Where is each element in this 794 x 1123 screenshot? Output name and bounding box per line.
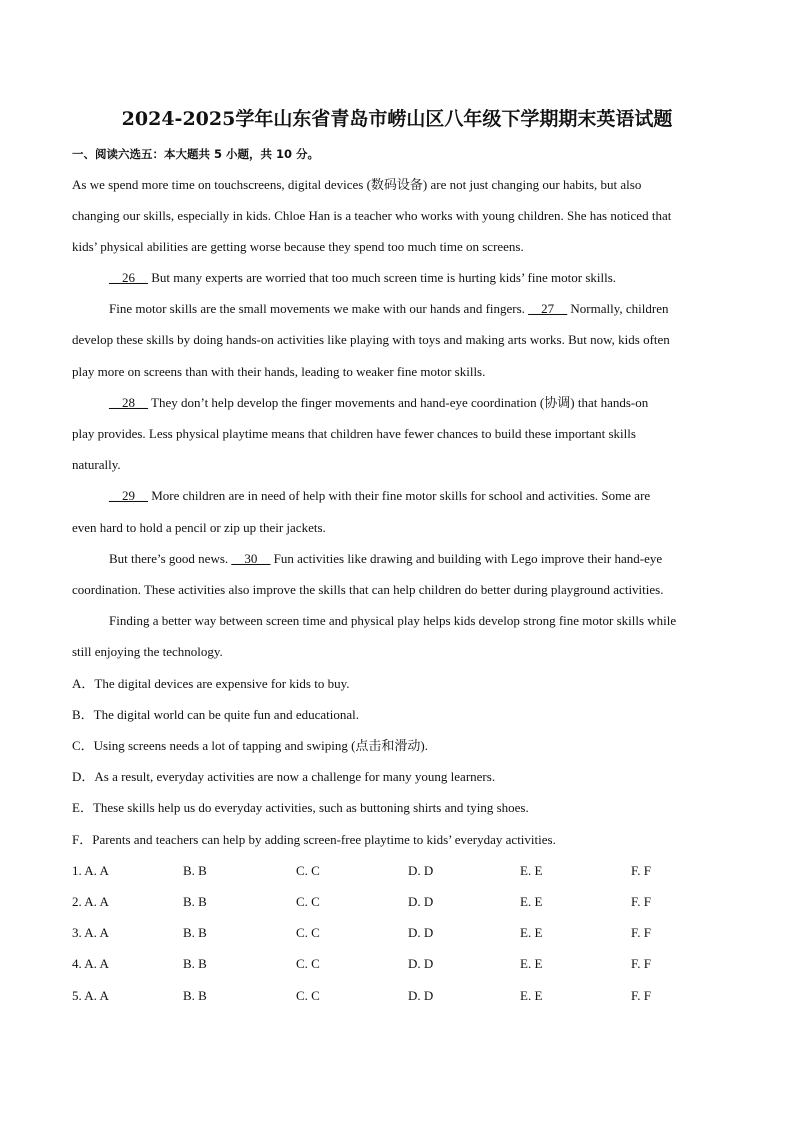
answer-row-5 [72, 988, 722, 1004]
passage-line [109, 395, 759, 411]
answer-row-1 [72, 863, 722, 879]
choice[interactable]: D. D [408, 956, 434, 971]
answer-row-2 [72, 894, 722, 910]
passage-line: kids’ physical abilities are getting worse because they spend too much time on screens. [72, 239, 524, 254]
answer-row-3 [72, 925, 722, 941]
passage-line: play provides. Less physical playtime means that children have fewer chances to build these important skills [72, 426, 636, 441]
passage-line: coordination. These activities also improve the skills that can help children do better during playground activities. [72, 582, 664, 597]
choice[interactable]: D. D [408, 925, 434, 940]
choice[interactable]: E. E [520, 894, 543, 909]
choice[interactable]: 4. A. A [72, 956, 109, 971]
section-heading: 一、阅读六选五：本大题共 5 小题，共 10 分。 [72, 147, 320, 161]
passage-text: More children are in need of help with their fine motor skills for school and activities. Some are [148, 488, 651, 503]
blank-26[interactable]: __26__ [109, 270, 148, 285]
passage-line: changing our skills, especially in kids. Chloe Han is a teacher who works with young children. She has noticed that [72, 208, 672, 223]
blank-30[interactable]: __30__ [231, 551, 271, 566]
choice[interactable]: B. B [183, 863, 207, 878]
option-e: E．These skills help us do everyday activities, such as buttoning shirts and tying shoes. [72, 800, 529, 815]
choice[interactable]: C. C [296, 894, 320, 909]
choice[interactable]: B. B [183, 988, 207, 1003]
choice[interactable]: B. B [183, 925, 207, 940]
passage-line [109, 301, 759, 317]
passage-line: play more on screens than with their hands, leading to weaker fine motor skills. [72, 364, 486, 379]
choice[interactable]: B. B [183, 956, 207, 971]
choice[interactable]: 1. A. A [72, 863, 109, 878]
blank-28[interactable]: __28__ [109, 395, 148, 410]
choice[interactable]: B. B [183, 894, 207, 909]
passage-text: They don’t help develop the finger movements and hand-eye coordination (协调) that hands-on [148, 395, 649, 410]
choice[interactable]: F. F [631, 988, 651, 1003]
choice[interactable]: E. E [520, 988, 543, 1003]
choice[interactable]: F. F [631, 863, 651, 878]
passage-line: Finding a better way between screen time and physical play helps kids develop strong fine motor skills while [109, 613, 677, 628]
choice[interactable]: E. E [520, 925, 543, 940]
choice[interactable]: F. F [631, 956, 651, 971]
option-a: A．The digital devices are expensive for kids to buy. [72, 676, 350, 691]
choice[interactable]: 2. A. A [72, 894, 109, 909]
passage-text: Fun activities like drawing and building with Lego improve their hand-eye [270, 551, 663, 566]
passage-text: Fine motor skills are the small movements we make with our hands and fingers. [109, 301, 529, 316]
choice[interactable]: D. D [408, 863, 434, 878]
choice[interactable]: C. C [296, 925, 320, 940]
passage-text: Normally, children [567, 301, 669, 316]
passage-line: even hard to hold a pencil or zip up their jackets. [72, 520, 326, 535]
choice[interactable]: E. E [520, 863, 543, 878]
passage-line [109, 551, 759, 567]
option-c: C．Using screens needs a lot of tapping and swiping (点击和滑动). [72, 738, 429, 753]
passage-line: naturally. [72, 457, 121, 472]
choice[interactable]: C. C [296, 863, 320, 878]
choice[interactable]: C. C [296, 988, 320, 1003]
option-d: D．As a result, everyday activities are now a challenge for many young learners. [72, 769, 496, 784]
choice[interactable]: E. E [520, 956, 543, 971]
blank-27[interactable]: __27__ [528, 301, 568, 316]
choice[interactable]: 3. A. A [72, 925, 109, 940]
option-f: F．Parents and teachers can help by adding screen-free playtime to kids’ everyday activities. [72, 832, 556, 847]
choice[interactable]: F. F [631, 925, 651, 940]
passage-line [109, 270, 759, 286]
choice[interactable]: D. D [408, 894, 434, 909]
passage-line [109, 488, 759, 504]
passage-text: But there’s good news. [109, 551, 232, 566]
choice[interactable]: F. F [631, 894, 651, 909]
choice[interactable]: C. C [296, 956, 320, 971]
page-title: 2024-2025学年山东省青岛市崂山区八年级下学期期末英语试题 [121, 108, 673, 130]
passage-line: still enjoying the technology. [72, 644, 223, 659]
passage-line: As we spend more time on touchscreens, digital devices (数码设备) are not just changing our habits, but also [72, 177, 642, 192]
blank-29[interactable]: __29__ [109, 488, 148, 503]
choice[interactable]: 5. A. A [72, 988, 109, 1003]
choice[interactable]: D. D [408, 988, 434, 1003]
passage-line: develop these skills by doing hands-on activities like playing with toys and making arts works. But now, kids often [72, 332, 670, 347]
passage-text: But many experts are worried that too much screen time is hurting kids’ fine motor skills. [148, 270, 617, 285]
answer-row-4 [72, 956, 722, 972]
option-b: B．The digital world can be quite fun and educational. [72, 707, 359, 722]
